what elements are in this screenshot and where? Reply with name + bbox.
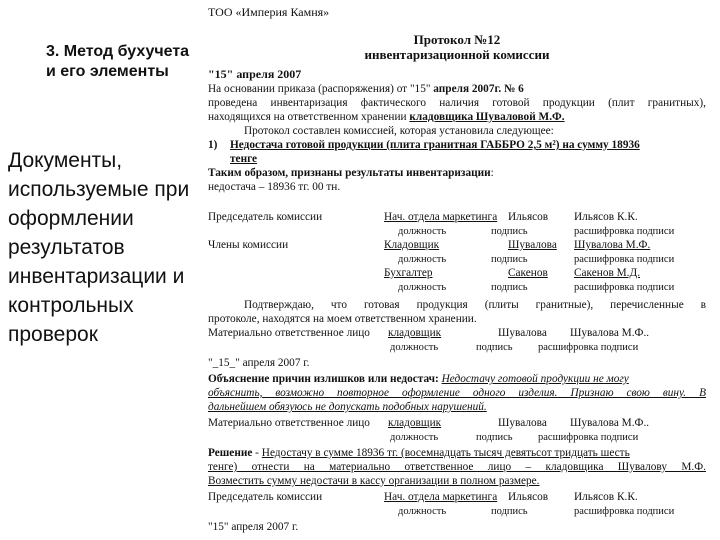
date-confirmation: "_15_" апреля 2007 г. xyxy=(208,357,310,369)
decision-text-1: Недостачу в сумме 18936 тг. (восемнадцать тысяч девятьсот тридцать шесть xyxy=(261,447,630,459)
caption-row-chair xyxy=(208,225,706,239)
caption-name: расшифровка подписи xyxy=(538,432,639,443)
organization-name: ТОО «Империя Камня» xyxy=(208,5,330,19)
explanation-label: Объяснение причин излишков или недостач: xyxy=(208,373,439,385)
confirmation-line-2: протоколе, находятся на моем ответственном хранении. xyxy=(208,313,477,325)
result-heading-text: Таким образом, признаны результаты инвентаризации xyxy=(208,167,491,179)
members-label: Члены комиссии xyxy=(208,239,289,251)
caption-position: должность xyxy=(390,342,439,353)
caption-signature: подпись xyxy=(491,254,528,265)
protocol-title xyxy=(208,32,706,62)
finding-item-text: Недостача готовой продукции (плита гранитная ГАББРО 2,5 м²) на сумму 18936 xyxy=(230,139,640,151)
slide-topic: Документы, используемые при оформлении результатов инвентаризации и контрольных проверок xyxy=(8,149,190,346)
caption-name: расшифровка подписи xyxy=(574,226,675,237)
caption-signature: подпись xyxy=(491,506,528,517)
caption-position: должность xyxy=(398,282,447,293)
storage-text: находящихся на ответственном хранении xyxy=(208,111,410,123)
caption-name: расшифровка подписи xyxy=(574,254,675,265)
caption-row-member-2 xyxy=(208,281,706,295)
final-date: "15" апреля 2007 г. xyxy=(208,521,299,533)
storekeeper-name: кладовщика Шуваловой М.Ф. xyxy=(409,111,565,123)
section-title: 3. Метод бухучета и его элементы xyxy=(46,43,190,80)
basis-text: На основании приказа (распоряжения) от "15" xyxy=(208,83,434,95)
caption-signature: подпись xyxy=(476,342,513,353)
explanation-line-3: дальнейшем обязуюсь не допускать подобных нарушений. xyxy=(208,401,487,413)
caption-signature: подпись xyxy=(476,432,513,443)
responsible-name: Шувалова М.Ф.. xyxy=(570,417,650,429)
responsible-label: Материально ответственное лицо xyxy=(208,327,370,339)
finding-item-number: 1) xyxy=(208,139,218,151)
responsible-name: Шувалова М.Ф.. xyxy=(570,327,650,339)
finding-item-text-2: тенге xyxy=(230,153,258,165)
caption-position: должность xyxy=(390,432,439,443)
basis-order: апреля 2007г. № 6 xyxy=(433,83,524,95)
caption-row-responsible-2 xyxy=(208,431,706,445)
decision-line-3: Возместить сумму недостачи в кассу организации в полном размере. xyxy=(208,475,540,487)
caption-name: расшифровка подписи xyxy=(538,342,639,353)
responsible-position: кладовщик xyxy=(388,417,442,429)
signature-row-chair-2 xyxy=(208,491,706,505)
responsible-position: кладовщик xyxy=(388,327,442,339)
basis-line xyxy=(208,83,706,97)
chair-position: Нач. отдела маркетинга xyxy=(384,211,498,223)
caption-position: должность xyxy=(398,506,447,517)
caption-name: расшифровка подписи xyxy=(574,506,675,517)
decision-line-2: тенге) отнести на материально ответственное лицо – кладовщика Шувалову М.Ф. xyxy=(208,461,706,473)
caption-row-member-1 xyxy=(208,253,706,267)
signature-row-chair xyxy=(208,211,706,225)
caption-name: расшифровка подписи xyxy=(574,282,675,293)
signature-row-member-2 xyxy=(208,267,706,281)
chair-position: Нач. отдела маркетинга xyxy=(384,491,498,503)
member-1-position: Кладовщик xyxy=(384,239,440,251)
caption-signature: подпись xyxy=(491,226,528,237)
caption-row-responsible xyxy=(208,341,706,355)
signature-row-member-1 xyxy=(208,239,706,253)
chair-name: Ильясов К.К. xyxy=(574,211,638,223)
protocol-title-commission: инвентаризационной комиссии xyxy=(364,47,550,62)
result-heading xyxy=(208,167,706,181)
member-2-signature: Сакенов xyxy=(508,267,548,279)
paragraph-inventory-2 xyxy=(208,111,706,125)
chair-label: Председатель комиссии xyxy=(208,491,323,503)
chair-label: Председатель комиссии xyxy=(208,211,323,223)
slide-left-panel xyxy=(0,0,205,540)
explanation-line-2: объяснить, возможно повторное оформление одного изделия. Признаю свою вину. В xyxy=(208,387,706,399)
decision-label: Решение xyxy=(208,447,253,459)
caption-row-chair-2 xyxy=(208,505,706,519)
chair-name: Ильясов К.К. xyxy=(574,491,638,503)
confirmation-line-1: Подтверждаю, что готовая продукция (плиты гранитные), перечисленные в xyxy=(244,299,706,311)
result-heading-colon: : xyxy=(490,167,494,179)
explanation-text-1: Недостачу готовой продукции не могу xyxy=(441,373,629,385)
member-1-signature: Шувалова xyxy=(508,239,557,251)
protocol-document xyxy=(208,0,706,540)
signature-row-responsible xyxy=(208,327,706,341)
finding-item-1 xyxy=(208,139,706,153)
responsible-label: Материально ответственное лицо xyxy=(208,417,370,429)
responsible-signature: Шувалова xyxy=(498,327,547,339)
responsible-signature: Шувалова xyxy=(498,417,547,429)
caption-signature: подпись xyxy=(491,282,528,293)
protocol-date: "15" апреля 2007 xyxy=(208,68,302,81)
chair-signature: Ильясов xyxy=(508,211,549,223)
member-1-name: Шувалова М.Ф. xyxy=(574,239,651,251)
decision-line-1: Решение - Недостачу в сумме 18936 тг. (восемнадцать тысяч девятьсот тридцать шесть xyxy=(208,447,630,459)
protocol-statement: Протокол составлен комиссией, которая установила следующее: xyxy=(244,125,554,137)
member-2-name: Сакенов М.Д. xyxy=(574,267,641,279)
chair-signature: Ильясов xyxy=(508,491,549,503)
caption-position: должность xyxy=(398,226,447,237)
paragraph-inventory-1: проведена инвентаризация фактического наличия готовой продукции (плит гранитных), xyxy=(208,97,706,109)
shortage-amount: недостача – 18936 тг. 00 тн. xyxy=(208,181,341,193)
member-2-position: Бухгалтер xyxy=(384,267,433,279)
caption-position: должность xyxy=(398,254,447,265)
signature-row-responsible-2 xyxy=(208,417,706,431)
explanation-line-1 xyxy=(208,373,706,387)
protocol-title-number: Протокол №12 xyxy=(413,32,501,47)
